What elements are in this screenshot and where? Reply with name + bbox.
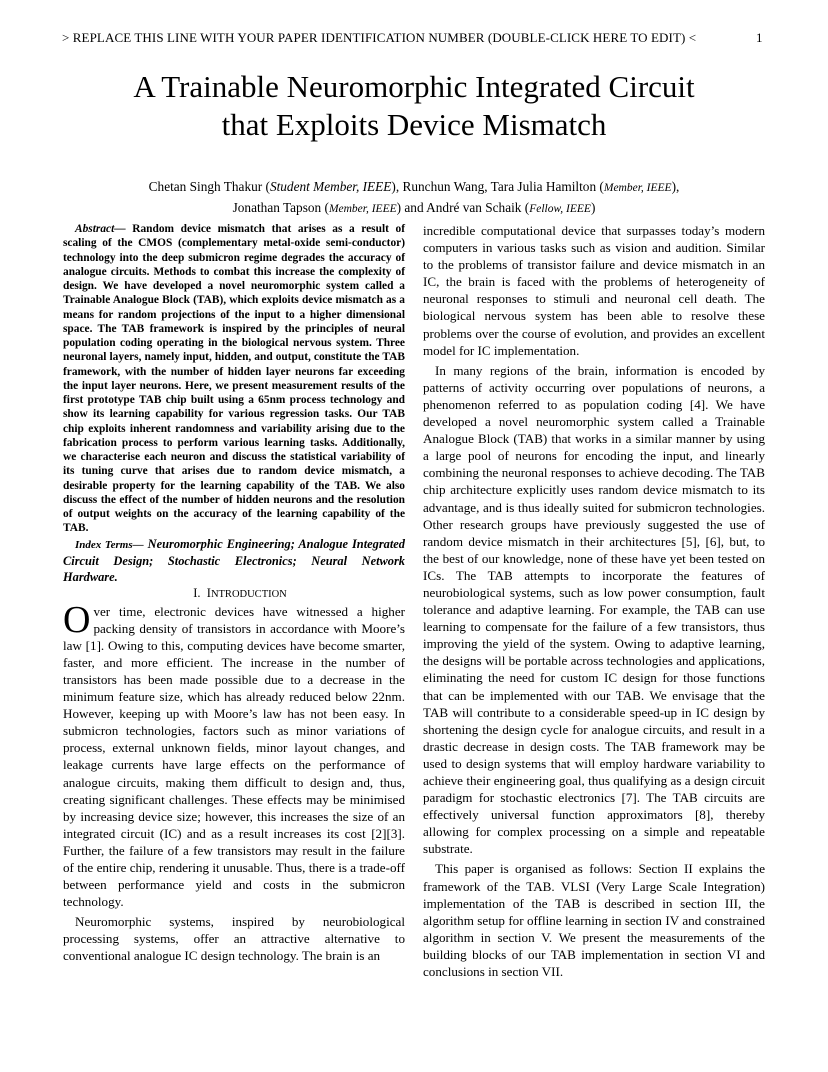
author-line-2: Jonathan Tapson (Member, IEEE) and André van Schaik (Fellow, IEEE) [232,200,596,215]
drop-cap: O [63,598,91,641]
title-line-2: that Exploits Device Mismatch [221,107,607,142]
abstract [63,222,405,536]
paper-title [0,68,828,144]
author-line-1: Chetan Singh Thakur (Student Member, IEEE), Runchun Wang, Tara Julia Hamilton (Member, IEEE), [148,179,680,194]
page-number: 1 [756,30,763,45]
index-terms [63,536,405,585]
left-column [63,222,405,965]
abstract-text: Random device mismatch that arises as a result of scaling of the CMOS (complementary metal-oxide semi-conductor) technology into the deep submicron regime degrades the accuracy of analogue circuits. Methods to combat this increase the complexity of design. We have developed a novel neuromorphic system called a Trainable Analogue Block (TAB), which exploits device mismatch as a means for random projections of the input to a higher dimensional space. The TAB framework is inspired by the principles of neural population coding operating in the biological nervous system. Three neuronal layers, namely input, hidden, and output, constitute the TAB framework, with the number of hidden layer neurons far exceeding the input layer neurons. Here, we present measurement results of the first prototype TAB chip built using a 65nm process technology and show its learning capability for various regression tasks. Our TAB chip exploits inherent randomness and variability arising due to the fabrication process to perform various learning tasks. Additionally, we characterise each neuron and discuss the statistical variability of its tuning curve that arises due to random device mismatch, a desirable property for the learning capability of the TAB. We also discuss the effect of the number of hidden neurons and the resolution of output weights on the accuracy of the learning capability of the TAB. [63,223,405,535]
index-terms-text: Neuromorphic Engineering; Analogue Integrated Circuit Design; Stochastic Electronics; Neural Network Hardware. [63,536,405,584]
intro-paragraph-2-continued: incredible computational device that surpasses today’s modern computers in various tasks such as vision and audition. Similar to the problems of transistor failure and device mismatch in an IC, the brain is faced with the problems of heterogeneity of neuronal responses to stimuli and neuronal cell death. The biological nervous system has been able to resolve these problems over the course of evolution, and provides an excellent model for IC implementation. [423,223,765,358]
intro-paragraph-3: In many regions of the brain, information is encoded by patterns of activity occurring over populations of neurons, a phenomenon referred to as population coding [4]. We have developed a novel neuromorphic system called a Trainable Analogue Block (TAB) that works in a similar manner by using a large pool of neurons for encoding the input, and linearly combining the neuronal responses to achieve decoding. The TAB chip architecture explicitly uses random device mismatch to its advantage, and is thus ideally suited for submicron technologies. Other research groups have previously suggested the use of random device mismatch in their architectures [5], [6], but, to the best of our knowledge, none of these have yet been tested on ICs. The TAB attempts to incorporate the features of neurobiological systems, such as low power consumption, fault tolerance and adaptive learning. For example, the TAB can use learning to compensate for the failure of a few transistors, thus improving the yield of the system. Owing to adaptive learning, the designs will be portable across technologies and applications, eliminating the need for custom IC design for those functions that can be implemented with our TAB. We envisage that the TAB will contribute to a considerable speed-up in IC design by shortening the design cycle for analogue circuits, and result in a drastic decrease in design costs. The TAB framework may be used to design systems that will employ hardware variability to achieve their engineering goal, thus qualifying as a design circuit paradigm for stochastic electronics [7]. The TAB circuits are effectively universal function approximators [8], thereby allowing for complex processing on a simple and repeatable substrate. [423,362,765,857]
title-line-1: A Trainable Neuromorphic Integrated Circuit [133,69,695,104]
intro-paragraph-2: Neuromorphic systems, inspired by neurobiological processing systems, offer an attractive alternative to conventional analogue IC design technology. The brain is an [63,914,405,964]
intro-paragraph-1: Over time, electronic devices have witnessed a higher packing density of transistors in accordance with Moore’s law [1]. Owing to this, computing devices have become smarter, faster, and more efficient. The increase in the number of transistors has been made possible due to a decrease in the minimum feature size, which has already reduced below 22nm. However, keeping up with Moore’s law has not been easy. In submicron technologies, factors such as minor variations of process, external unknown fields, minor layout changes, and leakage currents have large effects on the performance of analogue circuits, making them difficult to design and, thus, creating significant challenges. These effects may be minimised by increasing device size; however, this increases the size of an integrated circuit (IC) and as a result increases its cost [2][3]. Further, the failure of a few transistors may result in the failure of the entire chip, rendering it unusable. Thus, there is a trade-off between performance yield and costs in the submicron technology. [63,598,405,910]
running-header: > REPLACE THIS LINE WITH YOUR PAPER IDENTIFICATION NUMBER (DOUBLE-CLICK HERE TO EDIT) < [62,30,697,45]
section-heading-introduction: I. INTRODUCTION [193,585,287,600]
author-list [0,177,828,219]
right-column [423,222,765,980]
abstract-label: Abstract— [75,223,126,235]
index-terms-label: Index Terms— [75,538,144,551]
intro-paragraph-4: This paper is organised as follows: Section II explains the framework of the TAB. VLSI (Very Large Scale Integration) implementation of the TAB is described in section III, the algorithm setup for offline learning in section IV and constrained algorithm in section V. We present the measurements of the building blocks of our TAB implementation in section VI and conclusions in section VII. [423,861,765,980]
